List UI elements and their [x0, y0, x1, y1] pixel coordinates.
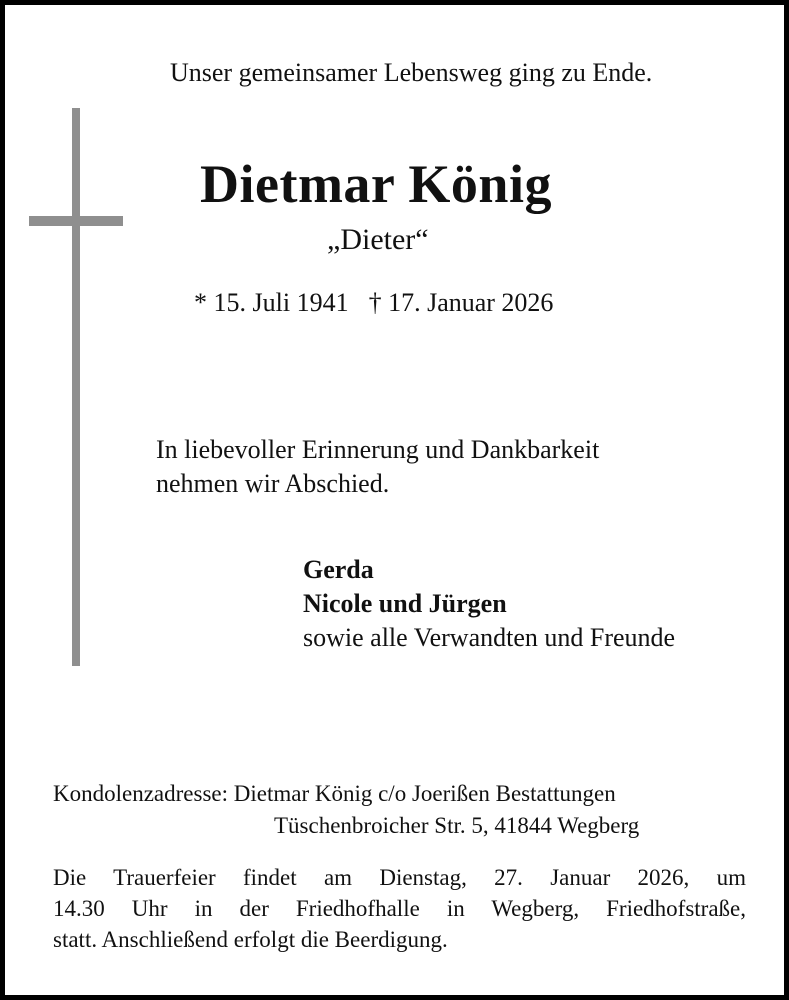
mourners-others: sowie alle Verwandten und Freunde — [303, 623, 676, 652]
ceremony-info — [53, 862, 746, 955]
mourners-list — [303, 553, 675, 655]
condolence-line-1: Kondolenzadresse: Dietmar König c/o Joerißen Bestattungen — [53, 781, 616, 806]
deceased-nickname: „Dieter“ — [327, 223, 429, 256]
deceased-name: Dietmar König — [200, 154, 552, 214]
death-date: † 17. Januar 2026 — [368, 288, 554, 317]
ceremony-line-3: statt. Anschließend erfolgt die Beerdigung. — [53, 927, 448, 952]
birth-date: * 15. Juli 1941 — [194, 288, 349, 317]
mourner-name-2: Nicole und Jürgen — [303, 589, 507, 618]
cross-horizontal-beam — [29, 216, 123, 226]
condolence-address — [53, 778, 639, 842]
ceremony-line-1: Die Trauerfeier findet am Dienstag, 27. Januar 2026, um — [53, 865, 746, 890]
condolence-line-2: Tüschenbroicher Str. 5, 41844 Wegberg — [274, 813, 640, 838]
mourner-name-1: Gerda — [303, 555, 374, 584]
farewell-line-2: nehmen wir Abschied. — [156, 469, 390, 498]
farewell-line-1: In liebevoller Erinnerung und Dankbarkeit — [156, 435, 600, 464]
life-dates — [194, 288, 553, 318]
motto-text: Unser gemeinsamer Lebensweg ging zu Ende. — [170, 58, 653, 87]
cross-vertical-beam — [72, 108, 80, 666]
farewell-text — [156, 433, 599, 501]
ceremony-line-2: 14.30 Uhr in der Friedhofhalle in Wegberg, Friedhofstraße, — [53, 896, 746, 921]
